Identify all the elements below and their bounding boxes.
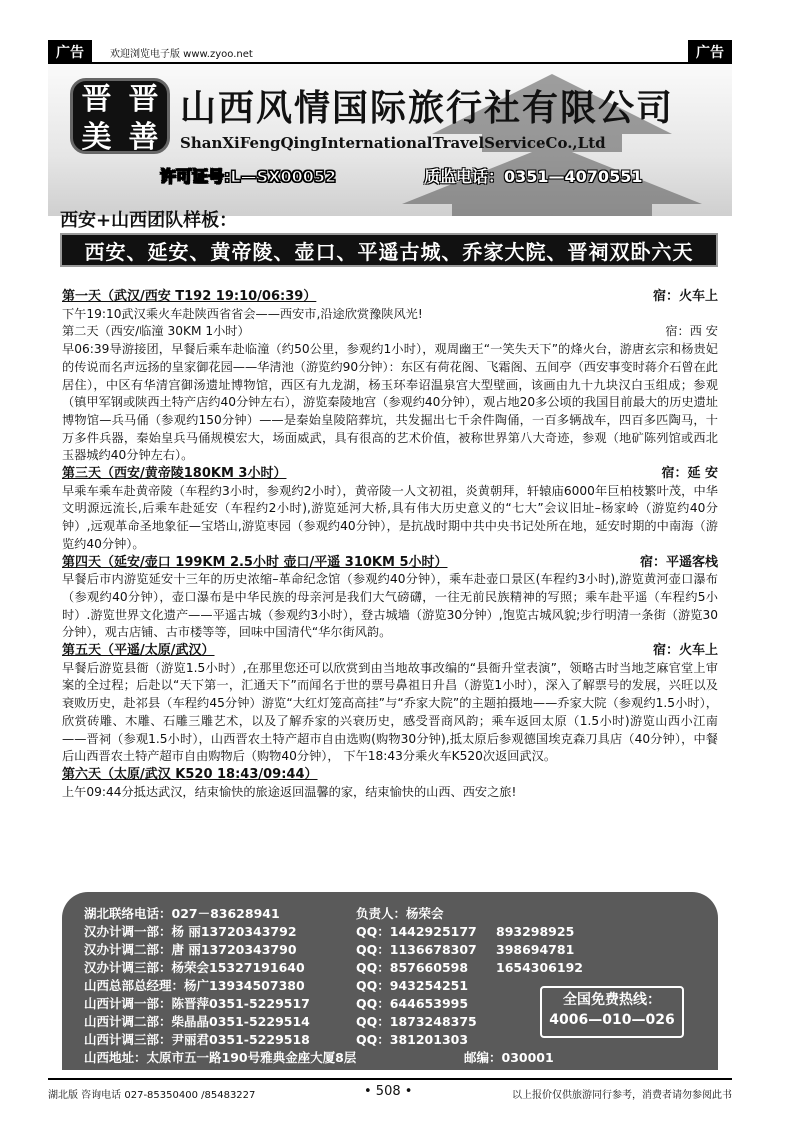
ad-tag-right: 广告 [688, 40, 732, 64]
day-stay: 宿：火车上 [652, 643, 718, 659]
ad-tag-left: 广告 [48, 40, 92, 64]
contact-row: 山西计调三部：尹丽君0351-5229518 QQ：381201303 [84, 1032, 469, 1047]
contact-row: 汉办计调二部：唐 丽13720343790 QQ：1136678307 398694781 [84, 942, 575, 957]
day-description: 下午19:10武汉乘火车赴陕西省省会——西安市,沿途欣赏豫陕风光! [62, 306, 423, 321]
day-3 [62, 465, 718, 554]
day-description: 早餐后市内游览延安十三年的历史浓缩–革命纪念馆（参观约40分钟），乘车赴壶口景区(车程约3小时),游览黄河壶口瀑布（参观约40分钟），壶口瀑布是中华民族的母亲河是我们大气磅礴，一往无前民族精神的写照；乘车赴平遥（车程约5小时）.游览世界文化遗产——平遥古城（参观约3小时），登古城墙（游览30分钟）,饱览古城风貌;步行明清一条街（游览30分钟），观古店铺、古市楼等等，回味中国清代“华尔街风韵。 [62, 572, 718, 640]
contact-box [62, 892, 718, 1070]
day-stay: 宿：火车上 [652, 289, 718, 304]
page [48, 40, 732, 1101]
company-header [48, 64, 732, 216]
footer-edition: 湖北版 咨询电话 027-85350400 /85483227 [48, 1090, 256, 1101]
company-name: 山西风情国际旅行社有限公司 [180, 87, 675, 129]
day-stay: 宿：西 安 [665, 324, 718, 339]
contact-row: 汉办计调一部：杨 丽13720343792 QQ：1442925177 893298925 [84, 924, 575, 939]
day-title: 第四天（延安/壶口 199KM 2.5小时 壶口/平遥 310KM 5小时） [62, 554, 448, 570]
day-description: 上午09:44分抵达武汉，结束愉快的旅途返回温馨的家，结束愉快的山西、西安之旅! [62, 784, 517, 799]
day-title: 第一天（武汉/西安 T192 19:10/06:39） [62, 289, 317, 304]
hotline-label: 全国免费热线： [563, 992, 661, 1008]
site-url: 欢迎浏览电子版 www.zyoo.net [110, 49, 253, 60]
day-6 [62, 766, 718, 801]
footer-disclaimer: 以上报价仅供旅游同行参考，消费者请勿参阅此书 [512, 1090, 732, 1101]
day-title: 第二天（西安/临潼 30KM 1小时） [62, 324, 250, 339]
license-number: 许可证号:L—SX00052 [160, 167, 337, 186]
day-description: 早餐后游览县衙（游览1.5小时）,在那里您还可以欣赏到由当地故事改编的“县衙升堂表演”，领略古时当地芝麻官堂上审案的全过程；后赴以“天下第一，汇通天下”而闻名于世的票号鼻祖日升昌（游览1小时），深入了解票号的发展，兴旺以及衰败历史，赴祁县（车程约45分钟）游览“大红灯笼高高挂”与“乔家大院”的主题拍摄地——乔家大院（参观约1.5小时），欣赏砖雕、木雕、石雕三雕艺术，以及了解乔家的兴衰历史，感受晋商风韵；乘车返回太原（1.5小时)游览山西小江南——晋祠（参观1.5小时），山西晋农土特产超市自由选购(购物30分钟),抵太原后参观德国埃克森刀具店（40分钟），中餐后山西晋农土特产超市自由购物后（购物40分钟）， 下午18:43分乘火车K520次返回武汉。 [62, 660, 718, 764]
day-stay: 宿：延 安 [661, 466, 718, 482]
day-title: 第六天（太原/武汉 K520 18:43/09:44） [62, 766, 318, 782]
contact-row: 山西地址：太原市五一路190号雅典金座大厦8层 邮编：030001 [84, 1050, 554, 1065]
day-5 [62, 642, 718, 766]
day-title: 第五天（平遥/太原/武汉） [62, 643, 215, 659]
day-4 [62, 554, 718, 643]
page-number: • 508 • [364, 1084, 413, 1099]
hotline-number: 4006—010—026 [549, 1012, 675, 1028]
company-logo: 晋 晋 美 善 [70, 78, 170, 154]
contact-row: 湖北联络电话：027－83628941 负责人：杨荣会 [84, 906, 444, 921]
quality-phone: 质监电话：0351—4070551 [424, 167, 643, 186]
itinerary [62, 288, 718, 801]
day-description: 早乘车乘车赴黄帝陵（车程约3小时，参观约2小时），黄帝陵一人文初祖，炎黄朝拜，轩辕庙6000年巨柏枝繁叶茂，中华文明源远流长,后乘车赴延安（车程约2小时),游览延河大桥,具有伟大历史意义的“七大”会议旧址–杨家岭（游览约40分钟）,远观革命圣地象征—宝塔山,游览枣园（参观约40分钟），是抗战时期中共中央书记处所在地，延安时期的中南海（游览约40分钟）。 [62, 483, 718, 551]
contact-row: 山西总部总经理：杨广13934507380 QQ：943254251 [84, 978, 469, 993]
top-bar [48, 40, 732, 64]
contact-row: 山西计调二部：柴晶晶0351-5229514 QQ：1873248375 [84, 1014, 477, 1029]
sample-title: 西安+山西团队样板： [60, 210, 238, 231]
route-banner: 西安、延安、黄帝陵、壶口、平遥古城、乔家大院、晋祠双卧六天 [60, 233, 718, 267]
contact-row: 汉办计调三部：杨荣会15327191640 QQ：857660598 1654306192 [84, 960, 583, 975]
page-footer [48, 1078, 732, 1101]
day-stay: 宿：平遥客栈 [639, 554, 718, 570]
company-name-en: ShanXiFengQingInternationalTravelServiceCo.,Ltd [180, 134, 606, 152]
day-title: 第三天（西安/黄帝陵180KM 3小时） [62, 466, 287, 482]
day-2 [62, 323, 718, 465]
contact-row: 山西计调一部：陈晋萍0351-5229517 QQ：644653995 [84, 996, 469, 1011]
hotline-box [540, 986, 684, 1038]
day-1 [62, 288, 718, 323]
day-description: 早06:39导游接团，早餐后乘车赴临潼（约50公里，参观约1小时），观周幽王“一笑失天下”的烽火台，游唐玄宗和杨贵妃的传说而名声远扬的皇家御花园——华清池（游览约90分钟）：东区有荷花阁、飞霜阁、五间亭（西安事变时蒋介石曾在此居住），中区有华清宫御汤遗址博物馆，西区有九龙湖，杨玉环奉诏温泉宫大型壁画，该画由九十九块汉白玉组成；参观（镇甲军钢或陕西土特产店约40分钟左右），游览秦陵地宫（参观约40分钟），观占地20多公顷的我国目前最大的历史遗址博物馆—兵马俑（参观约150分钟）——是秦始皇陵陪葬坑，共发掘出七千余件陶俑，一百多辆战车，四百多匹陶马，十万多件兵器，秦始皇兵马俑规模宏大，场面威武，具有很高的艺术价值，被称世界第八大奇迹，参观（地矿陈列馆或西北玉器城约40分钟左右）。 [62, 342, 718, 463]
